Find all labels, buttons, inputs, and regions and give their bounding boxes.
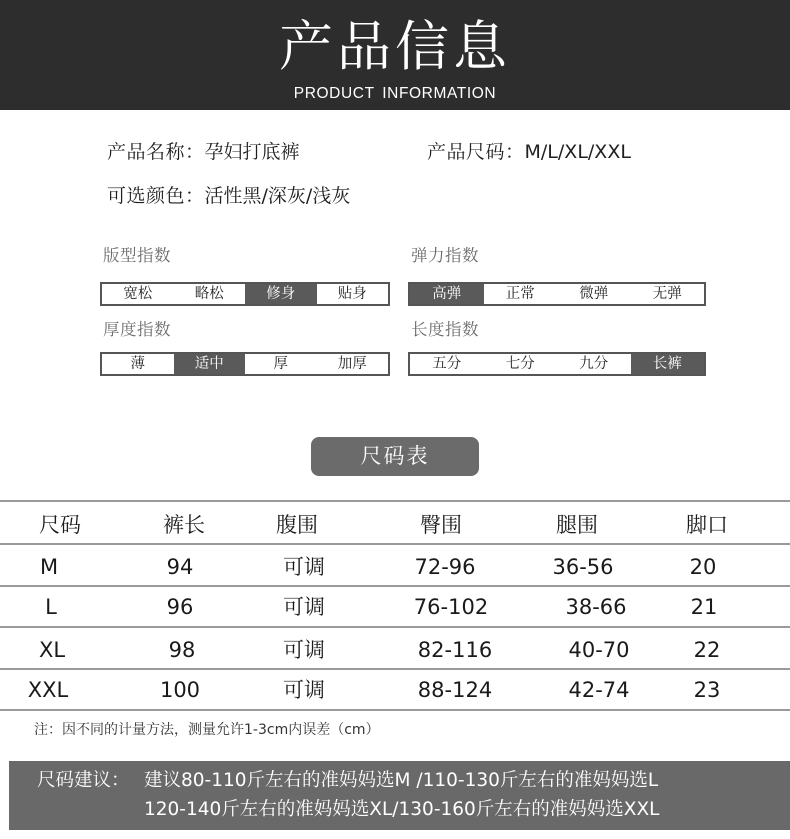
- product-color-label: 可选颜色：: [107, 185, 205, 207]
- elasticity-option: 正常: [505, 286, 535, 302]
- table-cell: M: [39, 555, 59, 579]
- size-advice-label: 尺码建议：: [37, 770, 130, 791]
- table-cell: 可调: [283, 555, 325, 579]
- thickness-index-bar: [100, 352, 390, 376]
- table-cell: 21: [690, 595, 718, 619]
- thickness-option: 厚: [273, 356, 288, 372]
- table-cell: L: [45, 595, 57, 619]
- table-cell: 20: [689, 555, 717, 579]
- table-cell: XL: [38, 638, 66, 662]
- table-cell: 96: [166, 595, 194, 619]
- table-cell: 88-124: [417, 678, 493, 702]
- table-cell: 98: [168, 638, 196, 662]
- fit-index-bar: [100, 282, 390, 306]
- thickness-option: 加厚: [337, 356, 367, 372]
- length-option: 七分: [505, 356, 535, 372]
- table-row-divider: [0, 626, 790, 628]
- table-header-cell: 臀围: [420, 513, 462, 537]
- thickness-index-title: 厚度指数: [103, 320, 171, 339]
- table-cell: 38-66: [565, 595, 627, 619]
- product-color-line: [107, 183, 350, 209]
- header-banner: [0, 0, 790, 110]
- length-option: 长裤: [631, 354, 705, 374]
- table-cell: 可调: [283, 638, 325, 662]
- size-advice-line: 120-140斤左右的准妈妈选XL/130-160斤左右的准妈妈选XXL: [144, 799, 660, 820]
- elasticity-index-title: 弹力指数: [411, 246, 479, 265]
- size-advice-line: 建议80-110斤左右的准妈妈选M /110-130斤左右的准妈妈选L: [144, 770, 659, 791]
- size-chart-title: 尺码表: [311, 437, 479, 476]
- elasticity-option: 高弹: [410, 284, 484, 304]
- product-name-line: [107, 139, 300, 165]
- table-row-divider: [0, 668, 790, 670]
- table-cell: 76-102: [413, 595, 489, 619]
- table-cell: 94: [166, 555, 194, 579]
- table-cell: 36-56: [552, 555, 614, 579]
- table-cell: 可调: [283, 678, 325, 702]
- page-subtitle: PRODUCT INFORMATION: [293, 85, 497, 102]
- fit-option: 贴身: [337, 286, 367, 302]
- table-cell: 72-96: [414, 555, 476, 579]
- page-title: 产品信息: [279, 15, 511, 78]
- table-cell: XXL: [27, 678, 69, 702]
- table-cell: 可调: [283, 595, 325, 619]
- length-index-title: 长度指数: [411, 320, 479, 339]
- table-row-divider: [0, 585, 790, 587]
- table-top-border: [0, 500, 790, 502]
- table-cell: 100: [159, 678, 201, 702]
- product-name-value: 孕妇打底裤: [204, 141, 300, 163]
- product-color-value: 活性黑/深灰/浅灰: [204, 185, 351, 207]
- size-advice-banner: [9, 761, 790, 830]
- product-size-value: M/L/XL/XXL: [524, 141, 631, 163]
- table-header-divider: [0, 543, 790, 545]
- measurement-note: 注：因不同的计量方法，测量允许1-3cm内误差（cm）: [34, 722, 380, 738]
- elasticity-index-bar: [408, 282, 706, 306]
- thickness-option: 薄: [130, 356, 145, 372]
- table-header-cell: 腹围: [276, 513, 318, 537]
- length-option: 五分: [432, 356, 462, 372]
- fit-index-title: 版型指数: [103, 246, 171, 265]
- table-header-cell: 尺码: [39, 513, 81, 537]
- table-cell: 22: [693, 638, 721, 662]
- table-header-cell: 腿围: [556, 513, 598, 537]
- table-bottom-border: [0, 709, 790, 711]
- table-cell: 40-70: [568, 638, 630, 662]
- table-cell: 42-74: [568, 678, 630, 702]
- fit-option: 略松: [194, 286, 224, 302]
- product-size-line: [427, 139, 631, 165]
- length-index-bar: [408, 352, 706, 376]
- elasticity-option: 无弹: [652, 286, 682, 302]
- thickness-option: 适中: [174, 354, 246, 374]
- table-cell: 23: [693, 678, 721, 702]
- length-option: 九分: [579, 356, 609, 372]
- elasticity-option: 微弹: [579, 286, 609, 302]
- table-header-cell: 裤长: [163, 513, 205, 537]
- product-size-label: 产品尺码：: [427, 141, 525, 163]
- table-cell: 82-116: [417, 638, 493, 662]
- fit-option: 宽松: [123, 286, 153, 302]
- table-header-cell: 脚口: [686, 513, 728, 537]
- product-name-label: 产品名称：: [107, 141, 205, 163]
- fit-option: 修身: [245, 284, 317, 304]
